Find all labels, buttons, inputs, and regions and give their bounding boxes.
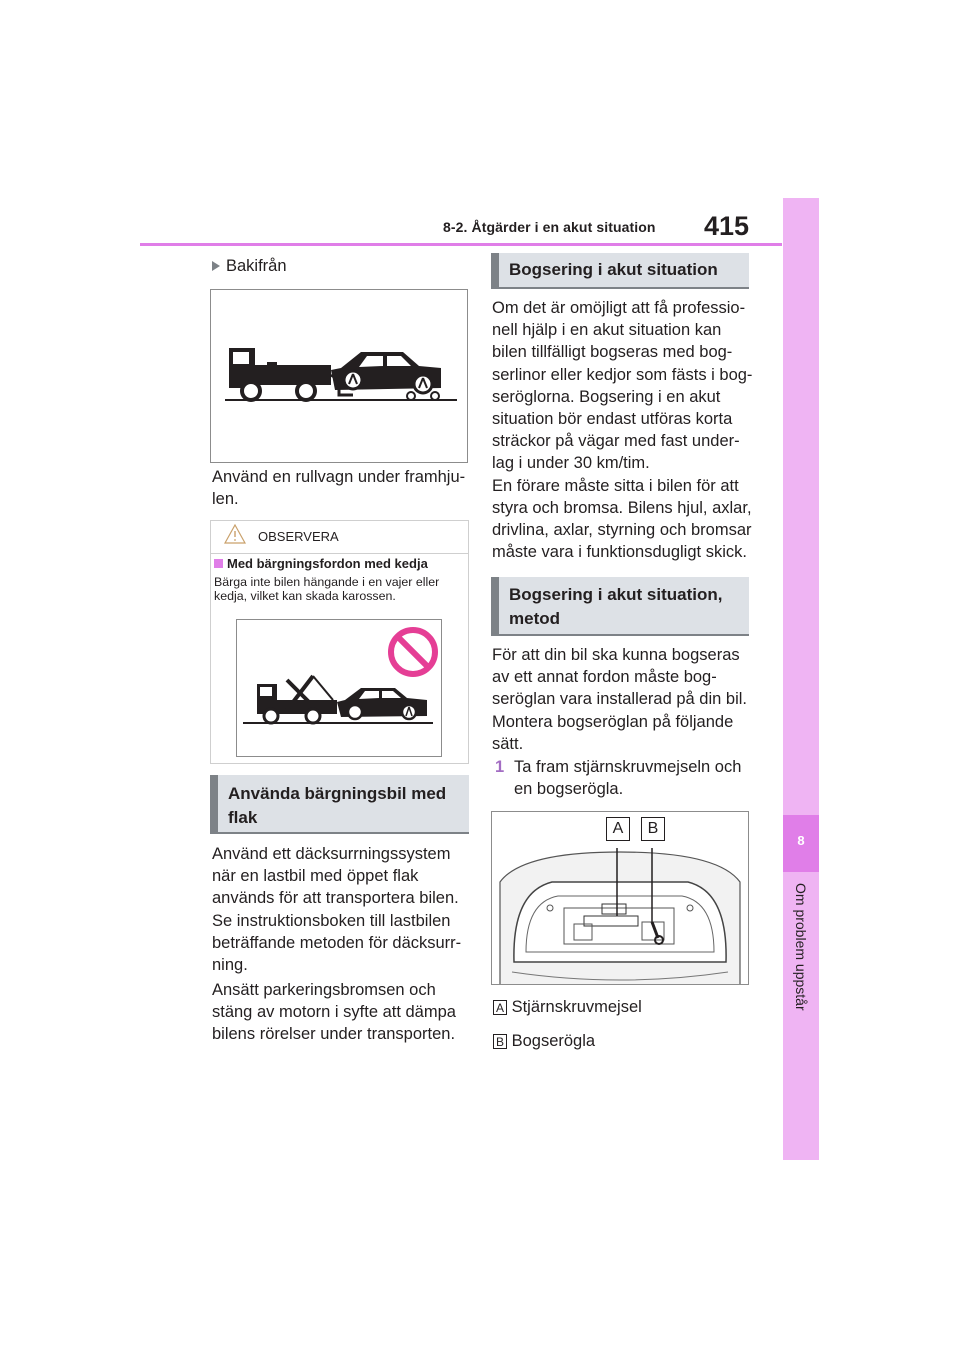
rear-view-label: Bakifrån: [226, 257, 287, 275]
legend-text-a: Stjärnskruvmejsel: [511, 998, 642, 1016]
legend-item-b: [493, 1030, 595, 1052]
towing-method-text: För att din bil ska kunna bogseras av ett annat fordon måste bog- seröglan vara installerad på din bil. Montera bogseröglan på följande sätt.: [492, 646, 747, 753]
notice-subheading-text: Med bärgningsfordon med kedja: [227, 556, 428, 571]
legend-text-b: Bogserögla: [511, 1032, 596, 1050]
chapter-title: Om problem uppstår: [793, 883, 809, 1011]
method-heading-rule: [491, 634, 749, 636]
figure-label-b: B: [641, 817, 665, 841]
legend-key-a: A: [493, 1000, 507, 1015]
emergency-towing-text: Om det är omöjligt att få professio- nell hjälp i en akut situation kan bilen tillfälligt bogseras med bog- serlinor eller kedjor som fästs i bog- seröglorna. Bogsering i en akut situation bör endast utföras korta sträckor på vägar med fast under- lag i under 30 km/tim. En förare måste sitta i bilen för att styra och bromsa. Bilens hjul, axlar, drivlina, axlar, styrning och bromsar måste vara i funktionsdugligt skick.: [492, 299, 753, 562]
notice-text: Bärga inte bilen hängande i en vajer eller kedja, vilket kan skada karossen.: [214, 575, 440, 603]
figure-label-a: A: [606, 817, 630, 841]
page-number: 415: [704, 211, 750, 241]
emergency-heading-rule: [491, 287, 749, 289]
flatbed-heading-rule: [210, 832, 469, 834]
chain-tow-illustration: [237, 620, 441, 756]
emergency-towing-heading: Bogsering i akut situation: [491, 253, 749, 287]
notice-divider: [210, 553, 469, 554]
flatbed-para-1: Använd ett däcksurrningssystem när en lastbil med öppet flak används för att transportera bilen. Se instruktionsboken till lastbilen beträffande metoden för däcksurr- ning.: [212, 845, 462, 975]
legend-item-a: [493, 996, 642, 1018]
towing-method-heading: Bogsering i akut situation, metod: [491, 577, 749, 634]
chain-tow-figure: [236, 619, 442, 757]
notice-subheading: [214, 556, 428, 571]
legend-key-b: B: [493, 1034, 507, 1049]
dolly-tow-figure: [210, 289, 468, 463]
rear-view-text: Använd en rullvagn under framhju- len.: [212, 468, 466, 509]
section-title: 8-2. Åtgärder i en akut situation: [443, 219, 656, 235]
rear-view-item: [212, 255, 287, 277]
triangle-bullet-icon: [212, 261, 220, 271]
flatbed-heading: Använda bärgningsbil med flak: [210, 775, 469, 833]
step-number: 1: [495, 758, 505, 776]
chapter-number: 8: [797, 833, 805, 848]
header-rule: [140, 243, 782, 246]
dolly-tow-illustration: [211, 290, 467, 462]
flatbed-para-2: Ansätt parkeringsbromsen och stäng av motorn i syfte att dämpa bilens rörelser under transporten.: [212, 981, 456, 1044]
notice-title: OBSERVERA: [258, 529, 339, 544]
warning-triangle-icon: [224, 524, 246, 544]
square-bullet-icon: [214, 559, 223, 568]
step-text: Ta fram stjärnskruvmejseln och en bogserögla.: [514, 758, 742, 799]
